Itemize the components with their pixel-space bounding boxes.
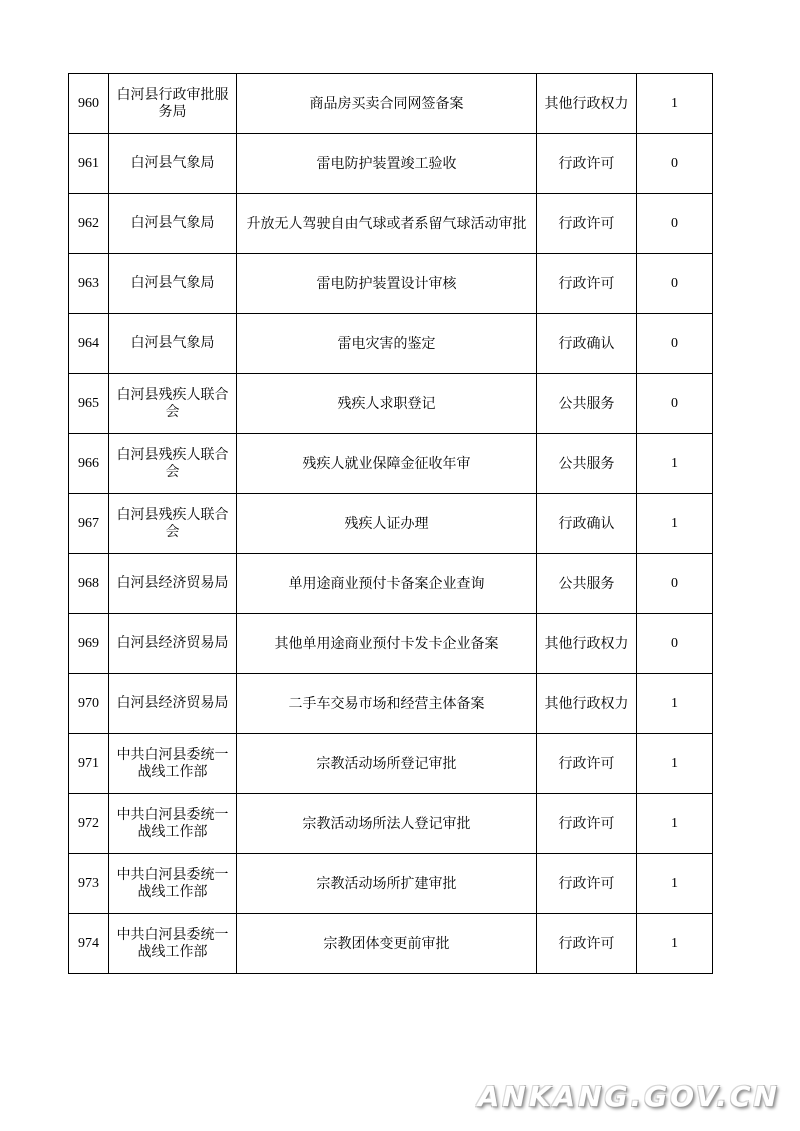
row-number-cell: 965 [69, 374, 109, 434]
department-cell: 白河县残疾人联合会 [109, 494, 237, 554]
power-type-cell: 行政许可 [537, 134, 637, 194]
power-type-cell: 公共服务 [537, 434, 637, 494]
power-type-cell: 行政许可 [537, 734, 637, 794]
item-name-cell: 二手车交易市场和经营主体备案 [237, 674, 537, 734]
department-cell: 白河县行政审批服务局 [109, 74, 237, 134]
department-cell: 白河县气象局 [109, 194, 237, 254]
table-body [69, 74, 713, 974]
row-number-cell: 966 [69, 434, 109, 494]
row-number-cell: 967 [69, 494, 109, 554]
count-cell: 1 [637, 914, 713, 974]
item-name-cell: 宗教团体变更前审批 [237, 914, 537, 974]
table-row [69, 614, 713, 674]
power-type-cell: 行政许可 [537, 794, 637, 854]
table-row [69, 674, 713, 734]
row-number-cell: 964 [69, 314, 109, 374]
power-type-cell: 行政确认 [537, 494, 637, 554]
item-name-cell: 宗教活动场所法人登记审批 [237, 794, 537, 854]
power-type-cell: 行政许可 [537, 854, 637, 914]
department-cell: 白河县经济贸易局 [109, 614, 237, 674]
department-cell: 中共白河县委统一战线工作部 [109, 734, 237, 794]
count-cell: 1 [637, 674, 713, 734]
power-type-cell: 行政确认 [537, 314, 637, 374]
count-cell: 0 [637, 614, 713, 674]
row-number-cell: 960 [69, 74, 109, 134]
row-number-cell: 974 [69, 914, 109, 974]
power-type-cell: 其他行政权力 [537, 614, 637, 674]
department-cell: 白河县气象局 [109, 314, 237, 374]
power-type-cell: 其他行政权力 [537, 674, 637, 734]
item-name-cell: 残疾人证办理 [237, 494, 537, 554]
department-cell: 白河县气象局 [109, 134, 237, 194]
power-type-cell: 公共服务 [537, 374, 637, 434]
table-row [69, 194, 713, 254]
count-cell: 0 [637, 554, 713, 614]
row-number-cell: 968 [69, 554, 109, 614]
item-name-cell: 升放无人驾驶自由气球或者系留气球活动审批 [237, 194, 537, 254]
table-row [69, 374, 713, 434]
table-row [69, 494, 713, 554]
count-cell: 0 [637, 194, 713, 254]
power-type-cell: 其他行政权力 [537, 74, 637, 134]
count-cell: 1 [637, 854, 713, 914]
row-number-cell: 961 [69, 134, 109, 194]
row-number-cell: 970 [69, 674, 109, 734]
item-name-cell: 雷电灾害的鉴定 [237, 314, 537, 374]
item-name-cell: 雷电防护装置设计审核 [237, 254, 537, 314]
count-cell: 0 [637, 254, 713, 314]
row-number-cell: 969 [69, 614, 109, 674]
item-name-cell: 其他单用途商业预付卡发卡企业备案 [237, 614, 537, 674]
item-name-cell: 残疾人就业保障金征收年审 [237, 434, 537, 494]
count-cell: 1 [637, 494, 713, 554]
power-type-cell: 行政许可 [537, 194, 637, 254]
table-row [69, 734, 713, 794]
document-table-container [68, 73, 712, 974]
item-name-cell: 单用途商业预付卡备案企业查询 [237, 554, 537, 614]
department-cell: 白河县气象局 [109, 254, 237, 314]
department-cell: 中共白河县委统一战线工作部 [109, 794, 237, 854]
row-number-cell: 971 [69, 734, 109, 794]
table-row [69, 74, 713, 134]
row-number-cell: 972 [69, 794, 109, 854]
department-cell: 白河县经济贸易局 [109, 554, 237, 614]
service-items-table [68, 73, 713, 974]
department-cell: 白河县残疾人联合会 [109, 434, 237, 494]
table-row [69, 254, 713, 314]
table-row [69, 914, 713, 974]
count-cell: 1 [637, 74, 713, 134]
table-row [69, 554, 713, 614]
department-cell: 中共白河县委统一战线工作部 [109, 854, 237, 914]
department-cell: 白河县残疾人联合会 [109, 374, 237, 434]
table-row [69, 314, 713, 374]
power-type-cell: 行政许可 [537, 914, 637, 974]
item-name-cell: 雷电防护装置竣工验收 [237, 134, 537, 194]
site-watermark: ANKANG.GOV.CN [477, 1080, 780, 1113]
row-number-cell: 973 [69, 854, 109, 914]
table-row [69, 854, 713, 914]
power-type-cell: 行政许可 [537, 254, 637, 314]
row-number-cell: 962 [69, 194, 109, 254]
count-cell: 1 [637, 434, 713, 494]
department-cell: 白河县经济贸易局 [109, 674, 237, 734]
table-row [69, 134, 713, 194]
count-cell: 0 [637, 134, 713, 194]
power-type-cell: 公共服务 [537, 554, 637, 614]
count-cell: 0 [637, 374, 713, 434]
table-row [69, 434, 713, 494]
item-name-cell: 宗教活动场所扩建审批 [237, 854, 537, 914]
row-number-cell: 963 [69, 254, 109, 314]
count-cell: 1 [637, 734, 713, 794]
item-name-cell: 商品房买卖合同网签备案 [237, 74, 537, 134]
count-cell: 1 [637, 794, 713, 854]
department-cell: 中共白河县委统一战线工作部 [109, 914, 237, 974]
table-row [69, 794, 713, 854]
item-name-cell: 残疾人求职登记 [237, 374, 537, 434]
count-cell: 0 [637, 314, 713, 374]
item-name-cell: 宗教活动场所登记审批 [237, 734, 537, 794]
